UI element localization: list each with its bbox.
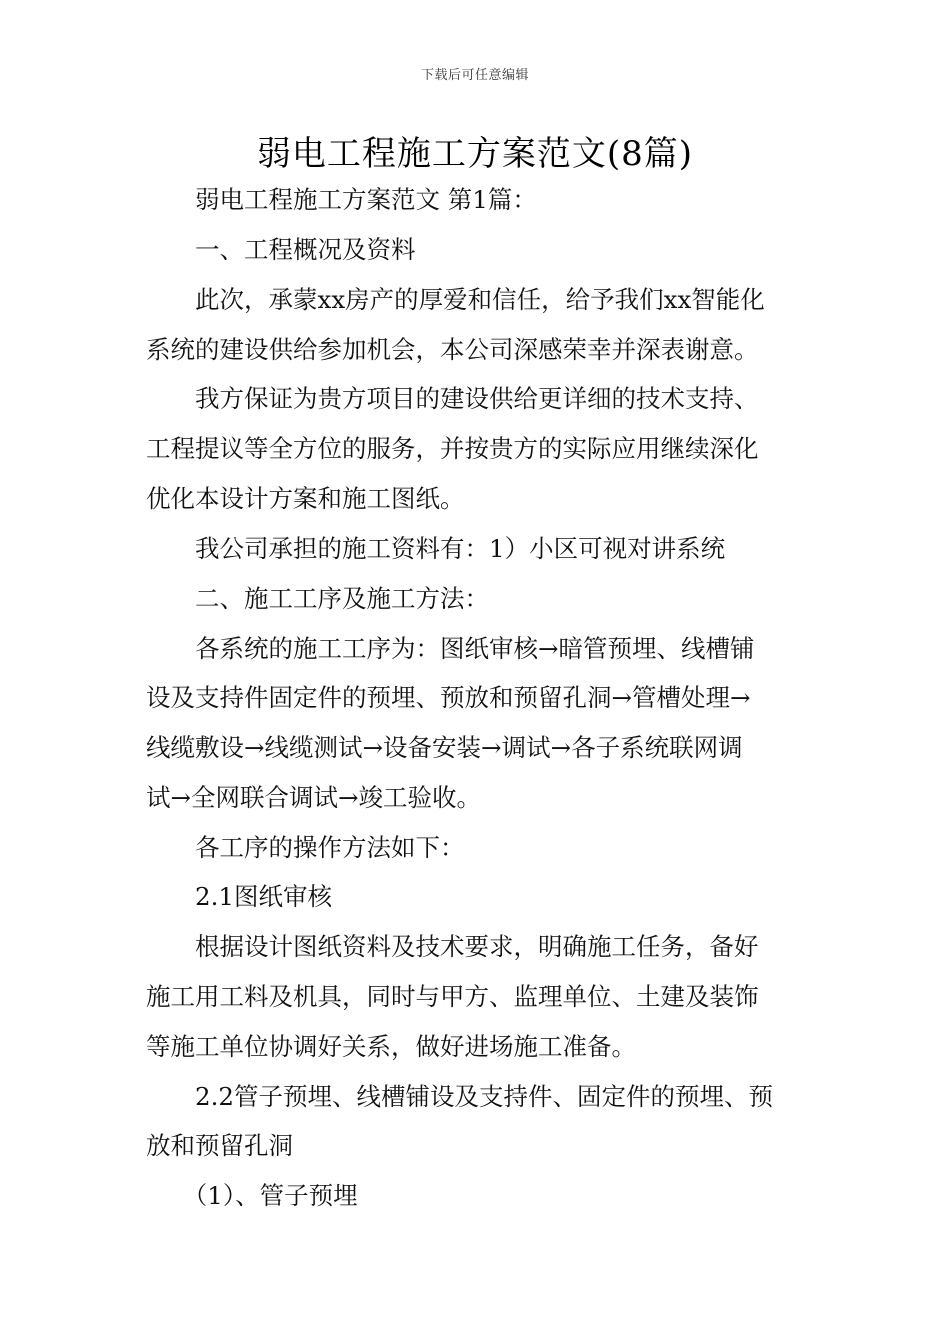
body-line: 优化本设计方案和施工图纸。 [146, 484, 465, 513]
body-line: 2.2管子预埋、线槽铺设及支持件、固定件的预埋、预 [146, 1082, 773, 1111]
body-line: 二、施工工序及施工方法： [146, 584, 489, 613]
body-line: 弱电工程施工方案范文 第1篇： [146, 185, 537, 214]
body-line: 等施工单位协调好关系，做好进场施工准备。 [146, 1032, 636, 1061]
body-line: 工程提议等全方位的服务，并按贵方的实际应用继续深化 [146, 434, 759, 463]
body-line: 2.1图纸审核 [146, 882, 332, 911]
page-header-note: 下载后可任意编辑 [420, 68, 529, 83]
body-line: （1）、管子预埋 [146, 1181, 358, 1210]
body-line: 放和预留孔洞 [146, 1131, 293, 1160]
body-line: 试→全网联合调试→竣工验收。 [146, 783, 482, 812]
body-line: 我方保证为贵方项目的建设供给更详细的技术支持、 [146, 384, 759, 413]
body-line: 施工用工料及机具，同时与甲方、监理单位、土建及装饰 [146, 982, 759, 1011]
body-line: 各系统的施工工序为：图纸审核→暗管预埋、线槽铺 [146, 634, 755, 663]
body-line: 我公司承担的施工资料有：1）小区可视对讲系统 [146, 534, 726, 563]
body-line: 系统的建设供给参加机会，本公司深感荣幸并深表谢意。 [146, 335, 759, 364]
body-line: 设及支持件固定件的预埋、预放和预留孔洞→管槽处理→ [146, 683, 751, 712]
body-line: 一、工程概况及资料 [146, 235, 416, 264]
body-line: 此次，承蒙xx房产的厚爱和信任，给予我们xx智能化 [146, 285, 765, 314]
body-line: 线缆敷设→线缆测试→设备安装→调试→各子系统联网调 [146, 733, 743, 762]
body-line: 根据设计图纸资料及技术要求，明确施工任务，备好 [146, 932, 759, 961]
body-line: 各工序的操作方法如下： [146, 833, 465, 862]
document-title: 弱电工程施工方案范文(8篇) [256, 134, 694, 174]
